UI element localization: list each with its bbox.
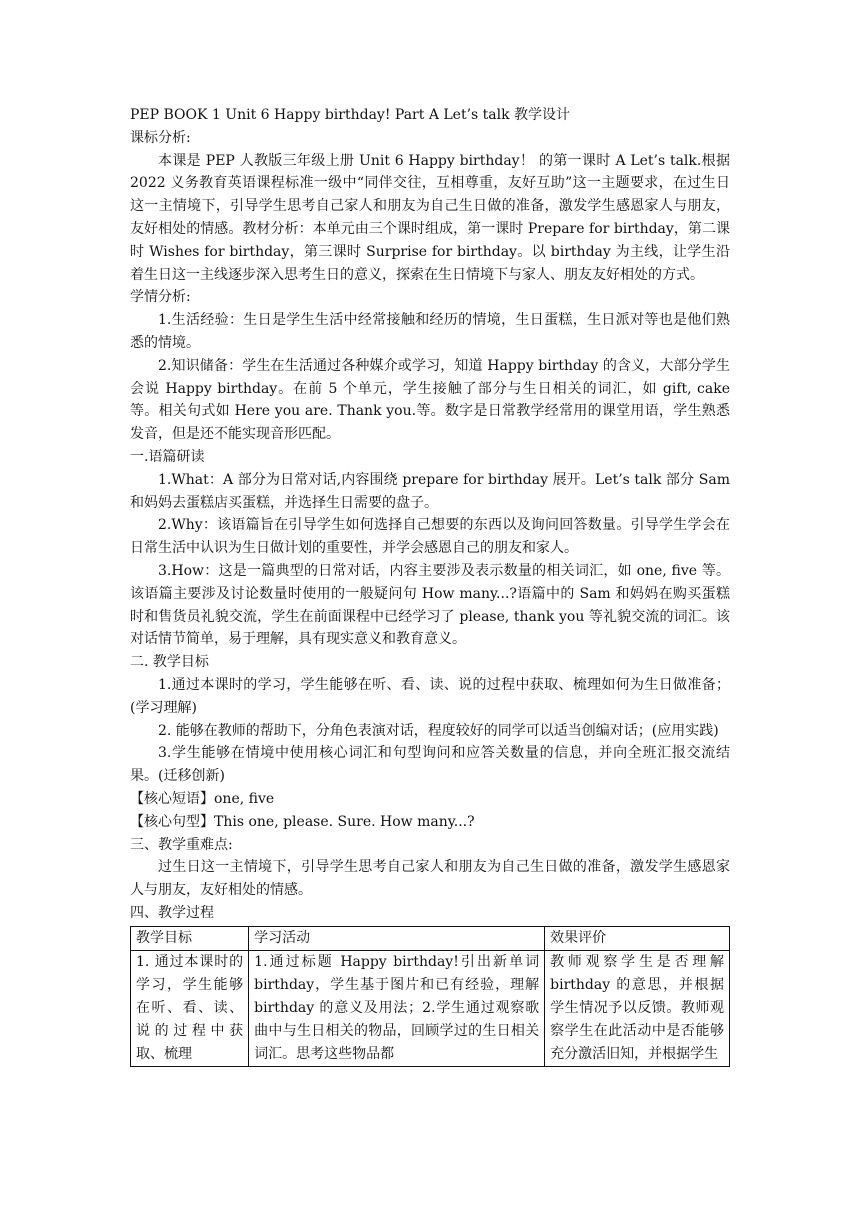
table-header-cell: 学习活动 [249,926,545,950]
paragraph-objective-2: 2. 能够在教师的帮助下，分角色表演对话，程度较好的同学可以适当创编对话；(应用实践) [158,722,719,739]
paragraph-objective-3: 3.学生能够在情境中使用核心词汇和句型询问和应答关数量的信息，并向全班汇报交流结果。(迁移创新) [130,745,730,785]
table-cell-objective: 1. 通过本课时的学习，学生能够在听、看、读、说的过程中获取、梳理 [131,950,249,1066]
table-row [131,950,730,1066]
paragraph-objective-1: 1.通过本课时的学习，学生能够在听、看、读、说的过程中获取、梳理如何为生日做准备；(学习理解) [130,676,730,716]
table-header-cell: 效果评价 [545,926,730,950]
table-header-row [131,926,730,950]
table-header-cell: 教学目标 [131,926,249,950]
core-sentences: 【核心句型】This one, please. Sure. How many...? [130,813,475,830]
paragraph-knowledge: 2.知识储备：学生在生活通过各种媒介或学习，知道 Happy birthday 的含义，大部分学生会说 Happy birthday。在前 5 个单元，学生接触了部分与生日相关的词汇，如 gift, cake 等。相关句式如 Here you are. Thank you.等。数字是日常教学经常用的课堂用语，学生熟悉发音，但是还不能实现音形匹配。 [130,357,730,443]
section-heading-text-study: 一.语篇研读 [130,448,205,465]
paragraph-curriculum: 本课是 PEP 人教版三年级上册 Unit 6 Happy birthday！ 的第一课时 A Let’s talk.根据 2022 义务教育英语课程标准一级中“同伴交往，互相尊重，友好互助”这一主题要求，在过生日这一主情境下，引导学生思考自己家人和朋友为自己生日做的准备，激发学生感恩家人与朋友，友好相处的情感。教材分析：本单元由三个课时组成，第一课时 Prepare for birthday，第二课时 Wishes for birthday，第三课时 Surprise for birthday。以 birthday 为主线，让学生沿着生日这一主线逐步深入思考生日的意义，探索在生日情境下与家人、朋友友好相处的方式。 [130,152,730,283]
teaching-process-table [130,926,730,1067]
table-cell-evaluation: 教师观察学生是否理解 birthday 的意思，并根据学生情况予以反馈。教师观察学生在此活动中是否能够充分激活旧知，并根据学生 [545,950,730,1066]
section-heading-key-points: 三、教学重难点: [130,836,233,853]
paragraph-how: 3.How：这是一篇典型的日常对话，内容主要涉及表示数量的相关词汇，如 one, five 等。该语篇主要涉及讨论数量时使用的一般疑问句 How many...?语篇中的 Sam 和妈妈在购买蛋糕时和售货员礼貌交流，学生在前面课程中已经学习了 please, thank you 等礼貌交流的词汇。该对话情节简单，易于理解，具有现实意义和教育意义。 [130,562,730,648]
section-heading-curriculum: 课标分析: [130,129,191,146]
core-phrases: 【核心短语】one, five [130,790,275,807]
document-title: PEP BOOK 1 Unit 6 Happy birthday! Part A Let’s talk 教学设计 [130,107,571,123]
paragraph-what: 1.What：A 部分为日常对话,内容围绕 prepare for birthday 展开。Let’s talk 部分 Sam 和妈妈去蛋糕店买蛋糕，并选择生日需要的盘子。 [130,471,730,511]
paragraph-key-points: 过生日这一主情境下，引导学生思考自己家人和朋友为自己生日做的准备，激发学生感恩家人与朋友，友好相处的情感。 [130,859,730,899]
section-heading-objectives: 二. 教学目标 [130,654,209,671]
table-cell-activity: 1.通过标题 Happy birthday!引出新单词 birthday，学生基于图片和已有经验，理解 birthday 的意义及用法；2.学生通过观察歌曲中与生日相关的物品，回顾学过的生日相关词汇。思考这些物品都 [249,950,545,1066]
paragraph-life-experience: 1.生活经验：生日是学生生活中经常接触和经历的情境，生日蛋糕，生日派对等也是他们熟悉的情境。 [130,312,730,351]
paragraph-why: 2.Why：该语篇旨在引导学生如何选择自己想要的东西以及询问回答数量。引导学生学会在日常生活中认识为生日做计划的重要性，并学会感恩自己的朋友和家人。 [130,517,730,557]
section-heading-process: 四、教学过程 [130,904,214,921]
section-heading-learner: 学情分析: [130,289,191,306]
document-page [130,104,730,1067]
